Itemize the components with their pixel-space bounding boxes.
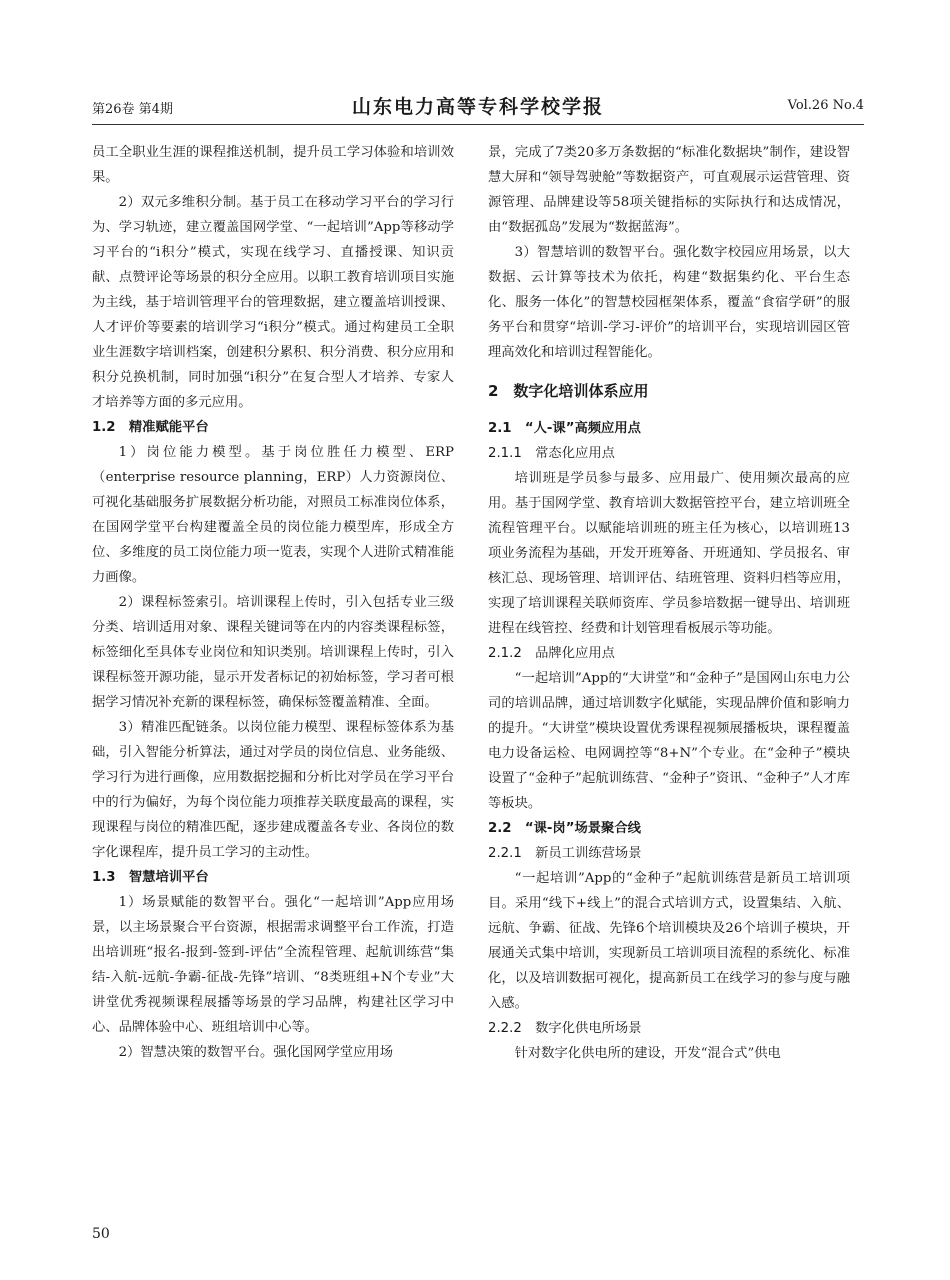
running-header	[92, 92, 864, 122]
header-rule	[92, 124, 864, 125]
paragraph: “一起培训”App的“金种子”起航训练营是新员工培训项目。采用“线下+线上”的混合式培训方式，设置集结、入航、远航、争霸、征战、先锋6个培训模块及26个培训子模块，开展通关式集中培训，实现新员工培训项目流程的系统化、标准化，以及培训数据可视化，提高新员工在线学习的参与度与融入感。	[488, 871, 850, 1011]
paragraph: 1）场景赋能的数智平台。强化“一起培训”App应用场景，以主场景聚合平台资源，根据需求调整平台工作流，打造出培训班“报名-报到-签到-评估”全流程管理、起航训练营“集结-入航-远航-争霸-征战-先锋”培训、“8类班组+N个专业”大讲堂优秀视频课程展播等场景的学习品牌，构建社区学习中心、品牌体验中心、班组培训中心等。	[92, 895, 454, 1035]
paragraph: 3）智慧培训的数智平台。强化数字校园应用场景，以大数据、云计算等技术为依托，构建“数据集约化、平台生态化、服务一体化”的智慧校园框架体系，覆盖“食宿学研”的服务平台和贯穿“培训-学习-评价”的培训平台，实现培训园区管理高效化和培训过程智能化。	[488, 245, 850, 360]
journal-title: 山东电力高等专科学校学报	[351, 96, 604, 118]
paragraph: 景，完成了7类20多万条数据的“标准化数据块”制作，建设智慧大屏和“领导驾驶舱”等数据资产，可直观展示运营管理、资源管理、品牌建设等58项关键指标的实际执行和达成情况，由“数据孤岛”发展为“数据蓝海”。	[488, 145, 850, 235]
paragraph: 2）双元多维积分制。基于员工在移动学习平台的学习行为、学习轨迹，建立覆盖国网学堂、“一起培训”App等移动学习平台的“i积分”模式，实现在线学习、直播授课、知识贡献、点赞评论等场景的积分全应用。以职工教育培训项目实施为主线，基于培训管理平台的管理数据，建立覆盖培训授课、人才评价等要素的培训学习“i积分”模式。通过构建员工全职业生涯数字培训档案，创建积分累积、积分消费、积分应用和积分兑换机制，同时加强“i积分”在复合型人才培养、专家人才培养等方面的多元应用。	[92, 195, 454, 410]
section-heading-2-2: 2.2 “课-岗”场景聚合线	[488, 821, 641, 836]
header-volume-en: Vol.26 No.4	[787, 98, 864, 113]
page-number: 50	[92, 1226, 110, 1242]
section-heading-1-2: 1.2 精准赋能平台	[92, 420, 209, 435]
right-column	[488, 140, 850, 1066]
subsection-heading-2-1-2: 2.1.2 品牌化应用点	[488, 646, 615, 661]
section-heading-2: 2 数字化培训体系应用	[488, 382, 649, 400]
paragraph: 3）精准匹配链条。以岗位能力模型、课程标签体系为基础，引入智能分析算法，通过对学员的岗位信息、业务能级、学习行为进行画像，应用数据挖掘和分析比对学员在学习平台中的行为偏好，为每个岗位能力项推荐关联度最高的课程，实现课程与岗位的精准匹配，逐步建成覆盖各专业、各岗位的数字化课程库，提升员工学习的主动性。	[92, 720, 454, 860]
subsection-heading-2-2-2: 2.2.2 数字化供电所场景	[488, 1021, 642, 1036]
paragraph: 员工全职业生涯的课程推送机制，提升员工学习体验和培训效果。	[92, 145, 454, 185]
paragraph: “一起培训”App的“大讲堂”和“金种子”是国网山东电力公司的培训品牌，通过培训数字化赋能，实现品牌价值和影响力的提升。“大讲堂”模块设置优秀课程视频展播板块，课程覆盖电力设备运检、电网调控等“8+N”个专业。在“金种子”模块设置了“金种子”起航训练营、“金种子”资讯、“金种子”人才库等板块。	[488, 671, 850, 811]
subsection-heading-2-2-1: 2.2.1 新员工训练营场景	[488, 846, 642, 861]
section-heading-1-3: 1.3 智慧培训平台	[92, 870, 209, 885]
paragraph: 2）课程标签索引。培训课程上传时，引入包括专业三级分类、培训适用对象、课程关键词等在内的内容类课程标签，标签细化至具体专业岗位和知识类别。培训课程上传时，引入课程标签开源功能，显示开发者标记的初始标签，学习者可根据学习情况补充新的课程标签，确保标签覆盖精准、全面。	[92, 595, 454, 710]
header-volume: 第26卷 第4期	[92, 102, 173, 117]
paragraph: 2）智慧决策的数智平台。强化国网学堂应用场	[118, 1045, 393, 1060]
left-column	[92, 140, 454, 1065]
subsection-heading-2-1-1: 2.1.1 常态化应用点	[488, 446, 615, 461]
paragraph: 培训班是学员参与最多、应用最广、使用频次最高的应用。基于国网学堂、教育培训大数据管控平台，建立培训班全流程管理平台。以赋能培训班的班主任为核心，以培训班13项业务流程为基础，开发开班筹备、开班通知、学员报名、审核汇总、现场管理、培训评估、结班管理、资料归档等应用，实现了培训课程关联师资库、学员参培数据一键导出、培训班进程在线管控、经费和计划管理看板展示等功能。	[488, 471, 850, 636]
paragraph: 针对数字化供电所的建设，开发“混合式”供电	[514, 1046, 781, 1061]
paragraph: 1）岗位能力模型。基于岗位胜任力模型、ERP（enterprise resource planning，ERP）人力资源岗位、可视化基础服务扩展数据分析功能，对照员工标准岗位体系，在国网学堂平台构建覆盖全员的岗位能力模型库，形成全方位、多维度的员工岗位能力项一览表，实现个人进阶式精准能力画像。	[92, 445, 454, 585]
section-heading-2-1: 2.1 “人-课”高频应用点	[488, 421, 641, 436]
